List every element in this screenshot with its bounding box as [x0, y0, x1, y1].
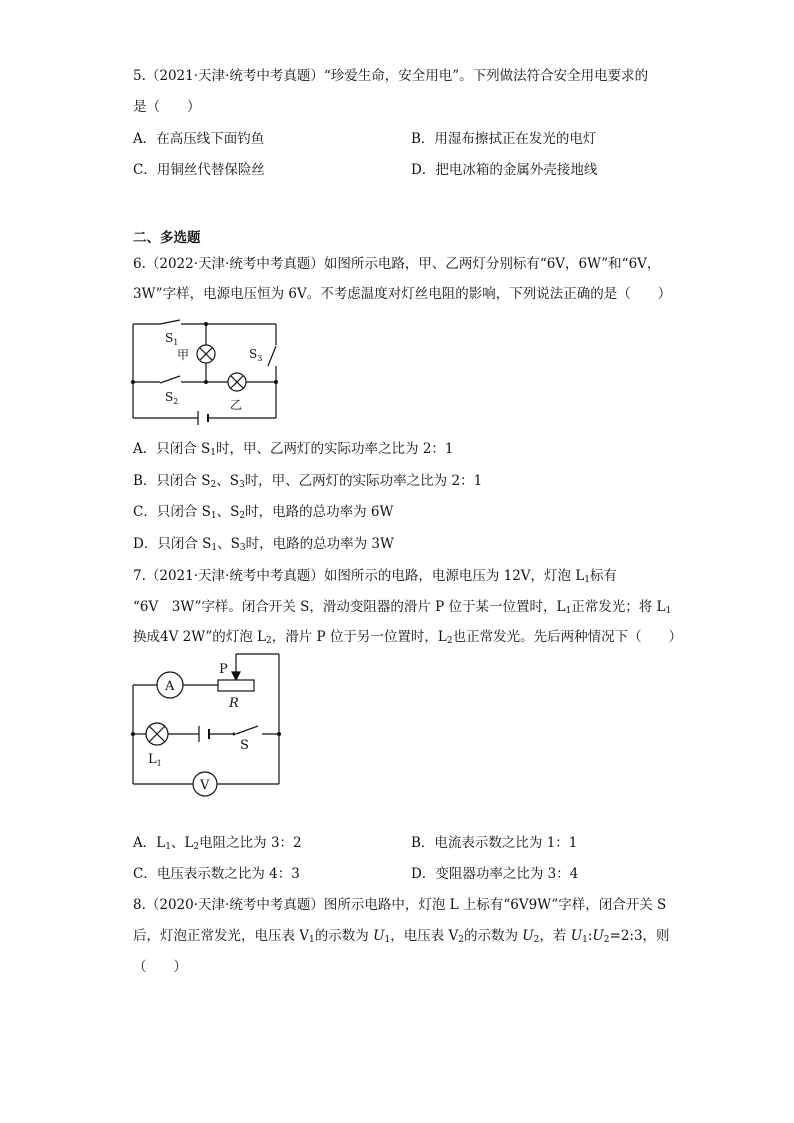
junction-q7-right	[277, 732, 281, 736]
switch-s-label: S	[240, 738, 249, 753]
q8-stem-line2: 后，灯泡正常发光，电压表 $V_1$的示数为 $U_1$，电压表 $V_2$的示数为 $U_2$，若 $U_1:U_2=2:3$，则	[133, 928, 670, 945]
s1-label: S	[165, 331, 174, 345]
svg-text:S1: $S_1$	[165, 331, 179, 347]
q7-stem-line2: “6V 3W”字样。闭合开关 S，滑动变阻器的滑片 P 位于某一位置时，$L_1$正常发光；将 $L_1$	[133, 599, 672, 616]
q7-option-d: D．变阻器功率之比为 3：4	[411, 866, 579, 882]
lamp-b-label: 乙	[230, 398, 243, 412]
q6-option-a: A．只闭合 $S_1$时，甲、乙两灯的实际功率之比为 2：1	[133, 441, 454, 458]
lamp-a-label: 甲	[177, 348, 190, 362]
s3-label: S	[249, 347, 258, 361]
q8-stem-line3: （ ）	[133, 959, 187, 975]
switch-s-pivot	[233, 733, 236, 736]
q7-stem-line1: 7.（2021·天津·统考中考真题）如图所示的电路，电源电压为 12V，灯泡 $L_1$标有	[133, 568, 618, 585]
lamp-l1-label: L	[148, 752, 157, 767]
q5-stem-line1: 5.（2021·天津·统考中考真题）“珍爱生命，安全用电”。下列做法符合安全用电要求的	[133, 68, 649, 84]
q7-option-c: C．电压表示数之比为 4：3	[133, 866, 300, 882]
q6-stem-line2: 3W”字样，电源电压恒为 6V。不考虑温度对灯丝电阻的影响，下列说法正确的是（ ）	[133, 286, 672, 302]
svg-text:L1: $L_1$	[148, 752, 162, 768]
ammeter-label: A	[165, 679, 175, 694]
slider-arrow	[232, 672, 240, 680]
q6-option-c: C．只闭合 $S_1$、$S_2$时，电路的总功率为 6W	[133, 504, 394, 521]
q6-option-d: D．只闭合 $S_1$、$S_3$时，电路的总功率为 3W	[133, 536, 394, 553]
svg-text:S3: $S_3$	[249, 347, 263, 363]
voltmeter-label: V	[200, 778, 210, 793]
q5-option-a: A．在高压线下面钓鱼	[133, 131, 265, 147]
section-heading: 二、多选题	[133, 230, 201, 246]
switch-s-blade	[236, 726, 258, 734]
svg-text:S2: $S_2$	[165, 390, 179, 406]
q5-option-b: B．用湿布擦拭正在发光的电灯	[411, 131, 597, 147]
q7-option-a: A．$L_1$、$L_2$电阻之比为 3：2	[133, 835, 302, 852]
q7-stem-line3: 换成4V 2W”的灯泡 $L_2$，滑片 P 位于另一位置时，$L_2$也正常发光。先后两种情况下（ ）	[133, 629, 683, 646]
q5-option-c: C．用铜丝代替保险丝	[133, 162, 265, 178]
q5-option-d: D．把电冰箱的金属外壳接地线	[411, 162, 598, 178]
q7-option-b: B．电流表示数之比为 1：1	[411, 835, 578, 851]
q6-stem-line1: 6.（2022·天津·统考中考真题）如图所示电路，甲、乙两灯分别标有“6V，6W”和“6V，	[133, 256, 661, 272]
s2-label: S	[165, 390, 174, 404]
resistor-label: R	[229, 696, 239, 711]
q6-option-b: B．只闭合 $S_2$、$S_3$时，甲、乙两灯的实际功率之比为 2：1	[133, 473, 483, 490]
resistor-icon	[218, 680, 254, 691]
slider-label: P	[219, 662, 228, 677]
junction-q7-left	[131, 732, 135, 736]
q8-stem-line1: 8.（2020·天津·统考中考真题）图所示电路中，灯泡 L 上标有“6V9W”字样，闭合开关 S	[133, 897, 667, 913]
q5-stem-line2: 是（ ）	[133, 99, 201, 115]
